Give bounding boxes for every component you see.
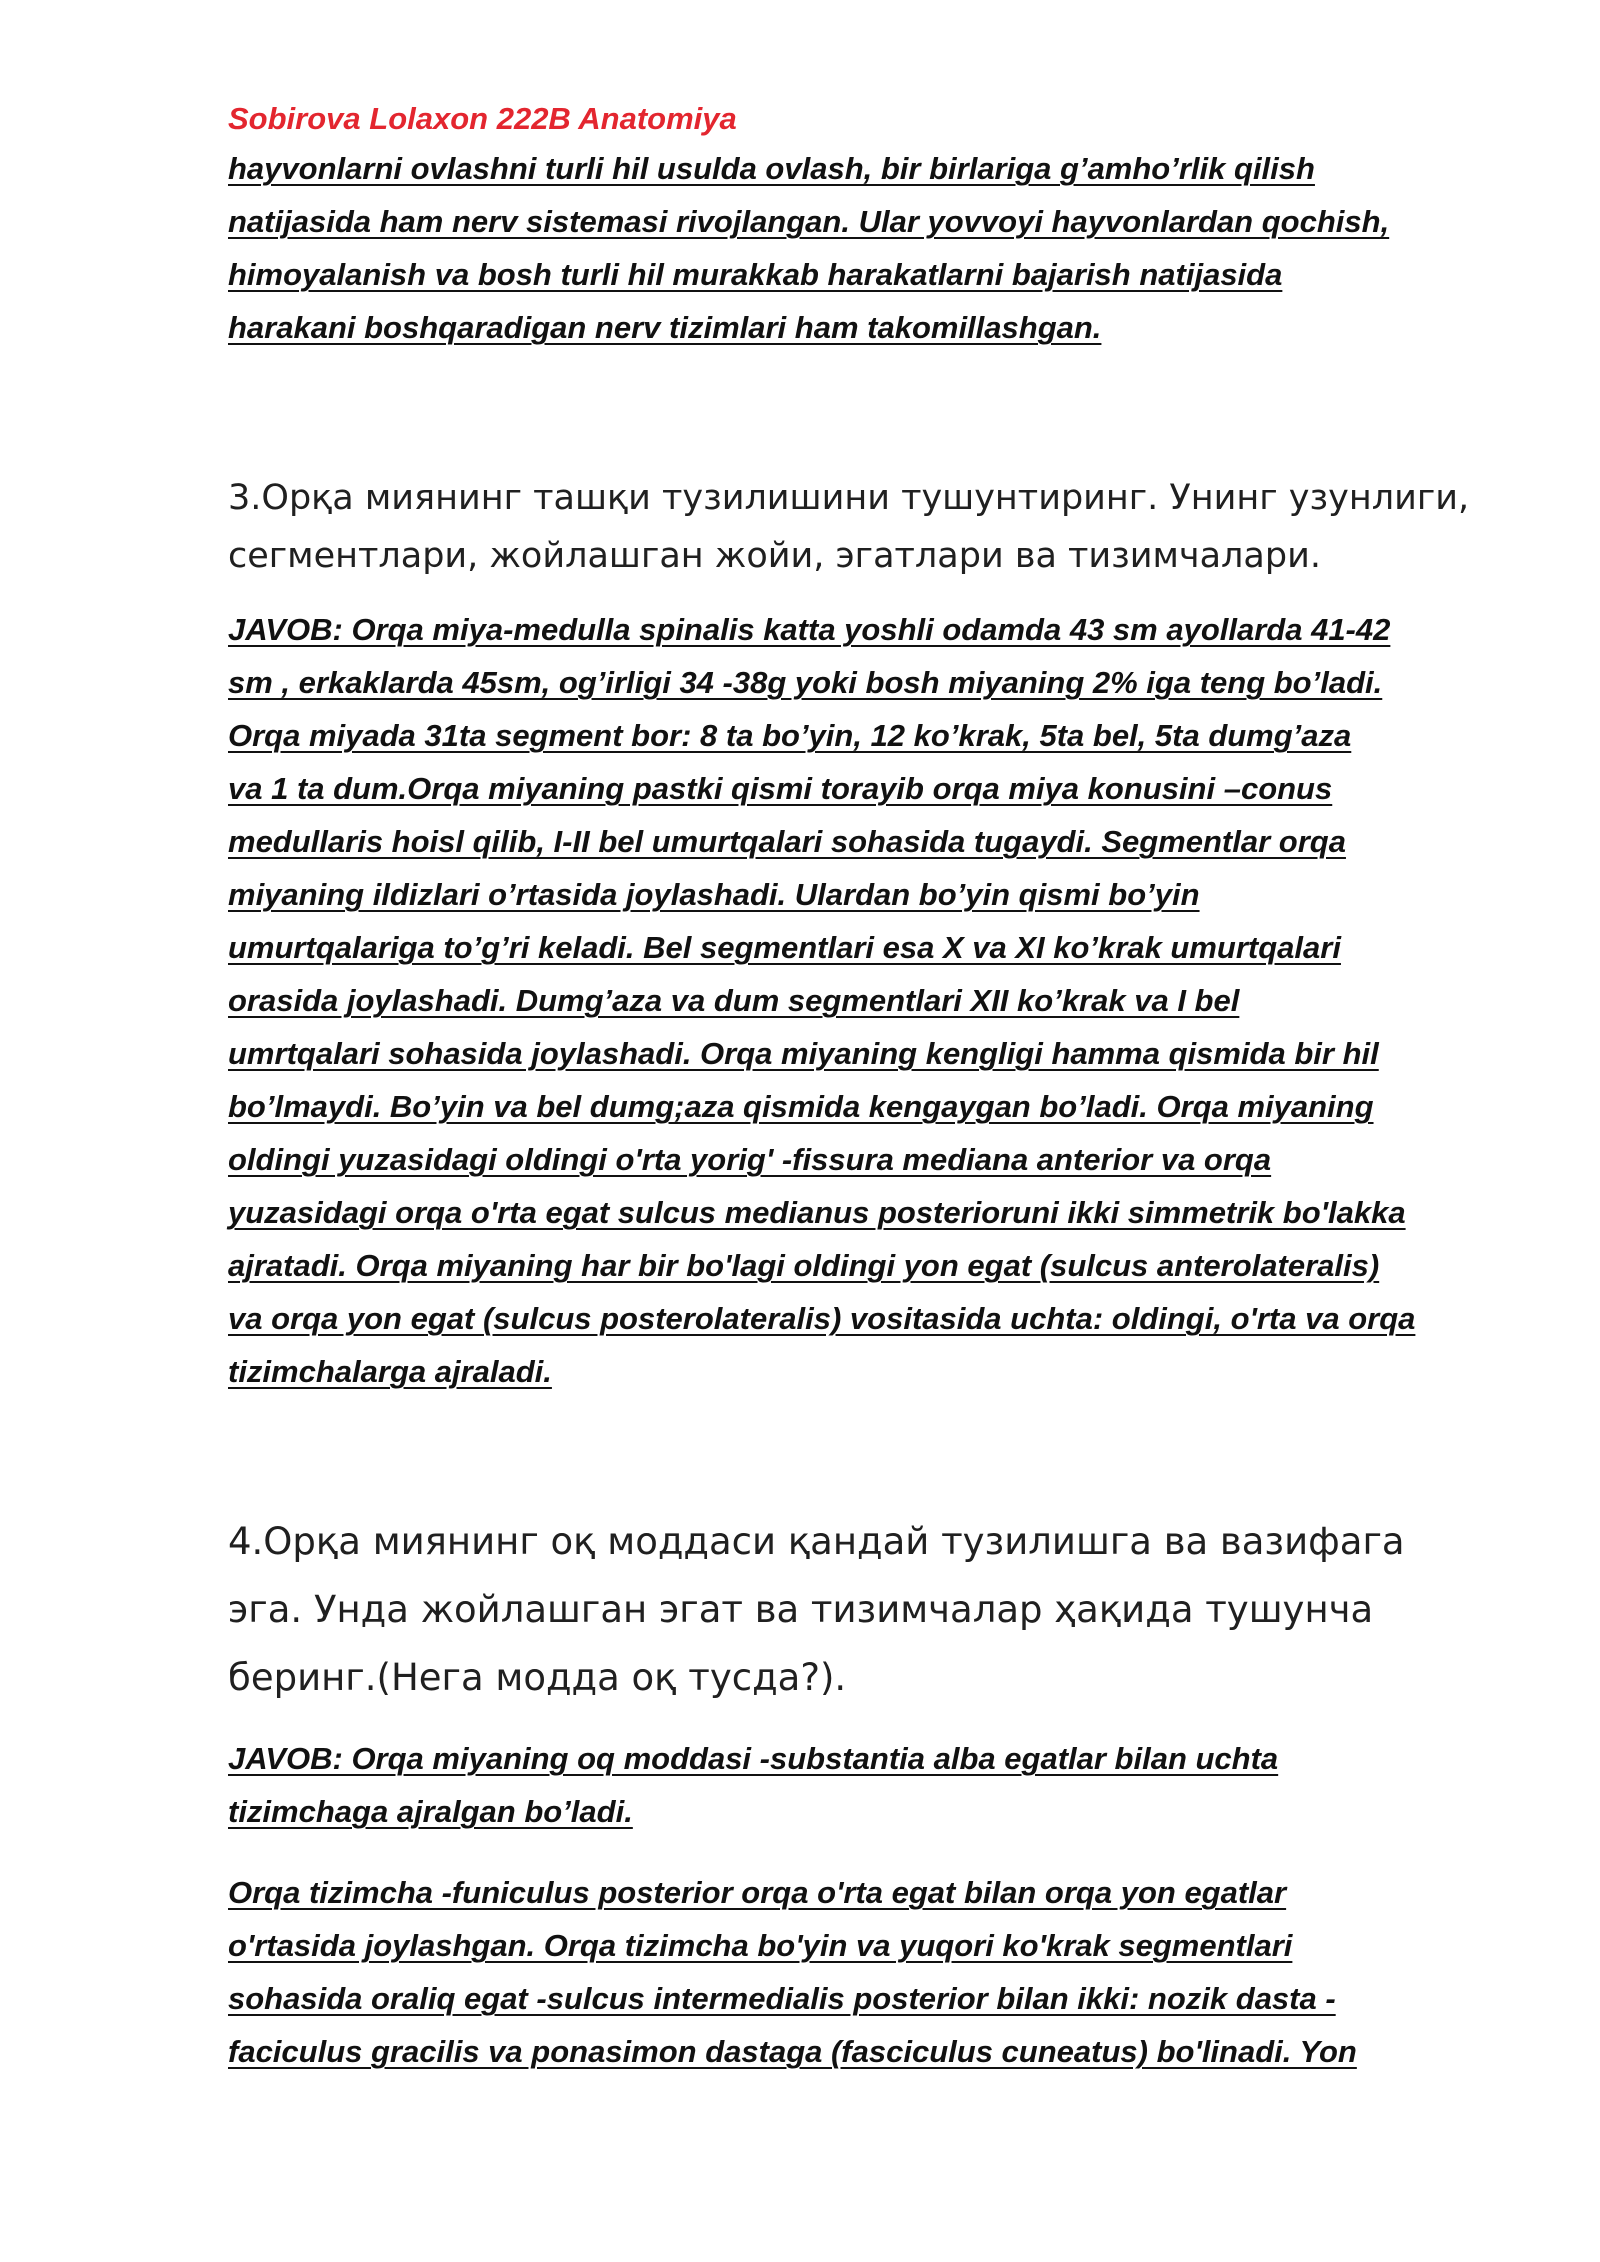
answer-3-line: va orqa yon egat (sulcus posterolateralis) vositasida uchta: oldingi, o'rta va orqa [228,1301,1416,1336]
answer-4-line: JAVOB: Orqa miyaning oq moddasi -substantia alba egatlar bilan uchta [228,1741,1279,1776]
question-4-line: беринг.(Нега модда оқ тусда?). [228,1656,847,1699]
question-3 [228,469,1528,585]
answer-3 [228,603,1528,1398]
answer-4-line: Orqa tizimcha -funiculus posterior orqa o'rta egat bilan orqa yon egatlar [228,1875,1287,1910]
answer-3-line: va 1 ta dum.Orqa miyaning pastki qismi torayib orqa miya konusini –conus [228,771,1333,806]
answer-3-line: orasida joylashadi. Dumg’aza va dum segmentlari XII ko’krak va I bel [228,983,1240,1018]
author-heading: Sobirova Lolaxon 222B Anatomiya [228,101,737,136]
answer-4-line: sohasida oraliq egat -sulcus intermedialis posterior bilan ikki: nozik dasta - [228,1981,1336,2016]
answer-3-line: umurtqalariga to’g’ri keladi. Bel segmentlari esa X va XI ko’krak umurtqalari [228,930,1341,965]
question-3-line: сегментлари, жойлашган жойи, эгатлари ва тизимчалари. [228,536,1321,576]
intro-paragraph [228,142,1528,354]
answer-3-line: Orqa miyada 31ta segment bor: 8 ta bo’yin, 12 ko’krak, 5ta bel, 5ta dumg’aza [228,718,1352,753]
answer-3-line: umrtqalari sohasida joylashadi. Orqa miyaning kengligi hamma qismida bir hil [228,1036,1379,1071]
answer-3-line: oldingi yuzasidagi oldingi o'rta yorig' -fissura mediana anterior va orqa [228,1142,1272,1177]
answer-3-line: miyaning ildizlari o’rtasida joylashadi. Ulardan bo’yin qismi bo’yin [228,877,1200,912]
answer-3-line: ajratadi. Orqa miyaning har bir bo'lagi oldingi yon egat (sulcus anterolateralis) [228,1248,1380,1283]
question-4 [228,1508,1528,1712]
intro-line: natijasida ham nerv sistemasi rivojlangan. Ular yovvoyi hayvonlardan qochish, [228,204,1390,239]
answer-4-line: tizimchaga ajralgan bo’ladi. [228,1794,633,1829]
question-4-line: 4.Орқа миянинг оқ моддаси қандай тузилишга ва вазифага [228,1520,1405,1563]
answer-4-paragraph-2 [228,1866,1528,2078]
answer-4 [228,1732,1528,1838]
intro-line: hayvonlarni ovlashni turli hil usulda ovlash, bir birlariga g’amho’rlik qilish [228,151,1315,186]
answer-3-line: yuzasidagi orqa o'rta egat sulcus medianus posterioruni ikki simmetrik bo'lakka [228,1195,1406,1230]
answer-3-line: JAVOB: Orqa miya-medulla spinalis katta yoshli odamda 43 sm ayollarda 41-42 [228,612,1391,647]
intro-line: harakani boshqaradigan nerv tizimlari ham takomillashgan. [228,310,1102,345]
answer-3-line: bo’lmaydi. Bo’yin va bel dumg;aza qismida kengaygan bo’ladi. Orqa miyaning [228,1089,1374,1124]
answer-3-line: sm , erkaklarda 45sm, og’irligi 34 -38g yoki bosh miyaning 2% iga teng bo’ladi. [228,665,1383,700]
answer-3-line: tizimchalarga ajraladi. [228,1354,552,1389]
answer-3-line: medullaris hoisl qilib, I-II bel umurtqalari sohasida tugaydi. Segmentlar orqa [228,824,1346,859]
document-content [228,96,1528,2078]
intro-line: himoyalanish va bosh turli hil murakkab harakatlarni bajarish natijasida [228,257,1283,292]
answer-4-line: faciculus gracilis va ponasimon dastaga (fasciculus cuneatus) bo'linadi. Yon [228,2034,1357,2069]
question-3-line: 3.Орқа миянинг ташқи тузилишини тушунтиринг. Унинг узунлиги, [228,478,1470,518]
answer-4-line: o'rtasida joylashgan. Orqa tizimcha bo'yin va yuqori ko'krak segmentlari [228,1928,1293,1963]
question-4-line: эга. Унда жойлашган эгат ва тизимчалар ҳақида тушунча [228,1588,1374,1631]
